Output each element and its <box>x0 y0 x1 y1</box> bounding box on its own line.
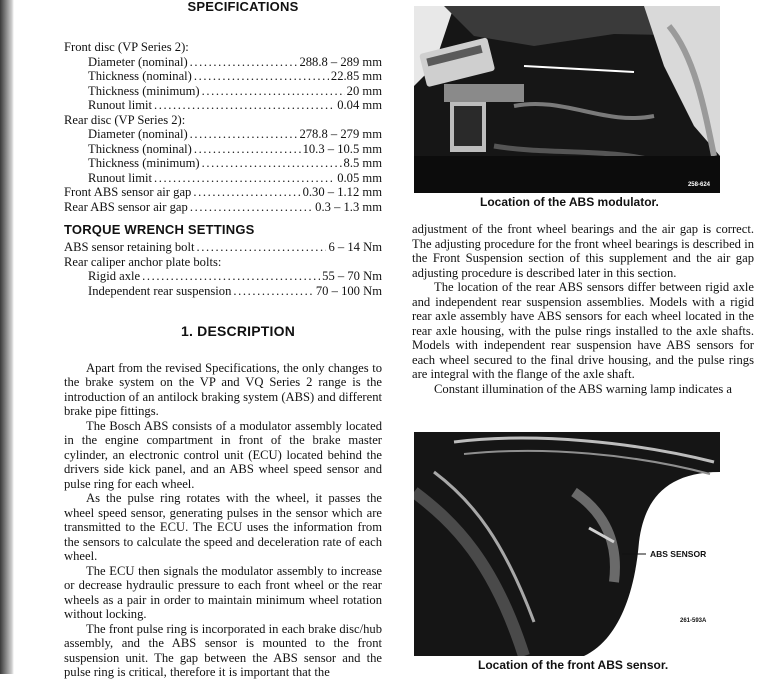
front-disc-specs <box>64 55 382 113</box>
body-paragraph: Constant illumination of the ABS warning lamp indicates a <box>434 381 733 396</box>
spec-row: Rear ABS sensor air gap ..... 0.3 – 1.3 mm <box>64 200 382 215</box>
figure-tag: 261-593A <box>680 618 707 624</box>
page-binding-edge <box>0 0 14 674</box>
left-column <box>64 0 382 680</box>
specifications-heading: SPECIFICATIONS <box>187 0 299 14</box>
abs-modulator-illustration <box>414 6 720 193</box>
body-paragraph: The location of the rear ABS sensors differ between rigid axle and independent rear suspension assemblies. Models with a rigid rear axle assembly have ABS sensors for each wheel located in the rear axle housing, with the pulse rings installed to the axle shafts. Models with independent rear suspension have ABS sensors for each wheel secured to the final drive housing, and the pulse rings are integral with the flange of the axle shaft. <box>412 280 754 381</box>
spec-row: Runout limit ..... 0.04 mm <box>64 98 382 113</box>
anchor-bolts-heading: Rear caliper anchor plate bolts: <box>64 254 222 269</box>
spec-row: Independent rear suspension ..... 70 – 100 Nm <box>64 284 382 299</box>
torque-heading: TORQUE WRENCH SETTINGS <box>64 222 255 237</box>
spec-row: Diameter (nominal) ..... 278.8 – 279 mm <box>64 127 382 142</box>
body-paragraph: adjustment of the front wheel bearings and the air gap is correct. The adjusting procedure for the front wheel bearings is described in the Front Suspension section of this supplement and the air gap adjusting procedure is described later in this section. <box>412 222 754 280</box>
spec-row: Thickness (minimum) ..... 8.5 mm <box>64 156 382 171</box>
right-column <box>412 222 754 396</box>
abs-modulator-photo <box>414 6 720 193</box>
spec-row: ABS sensor retaining bolt ..... 6 – 14 Nm <box>64 240 382 255</box>
spec-row: Rigid axle ..... 55 – 70 Nm <box>64 269 382 284</box>
description-heading: 1. DESCRIPTION <box>180 323 296 339</box>
spec-row: Runout limit ..... 0.05 mm <box>64 171 382 186</box>
spec-row: Thickness (minimum) ..... 20 mm <box>64 84 382 99</box>
rear-disc-specs <box>64 127 382 185</box>
modulator-caption: Location of the ABS modulator. <box>480 195 659 209</box>
figure-tag: 258-624 <box>687 182 710 188</box>
description-paragraph: The ECU then signals the modulator assembly to increase or decrease hydraulic pressure to each front wheel or the rear wheels as a pair in order to maintain minimum wheel rotation without locking. <box>64 563 382 621</box>
sensor-caption: Location of the front ABS sensor. <box>478 658 669 672</box>
spec-row: Thickness (nominal) ..... 10.3 – 10.5 mm <box>64 142 382 157</box>
front-disc-heading: Front disc (VP Series 2): <box>64 40 189 54</box>
description-paragraph: The front pulse ring is incorporated in each brake disc/hub assembly, and the ABS sensor is mounted to the front suspension unit. The gap between the ABS sensor and the pulse ring is critical, therefore it is important that the <box>64 621 382 679</box>
description-paragraph: Apart from the revised Specifications, the only changes to the brake system on the VP and VQ Series 2 range is the introduction of an antilock braking system (ABS) and different brake pipe fittings. <box>64 360 382 418</box>
spec-row: Thickness (nominal) ..... 22.85 mm <box>64 69 382 84</box>
abs-sensor-label: ABS SENSOR <box>650 549 707 559</box>
spec-row: Diameter (nominal) ..... 288.8 – 289 mm <box>64 55 382 70</box>
rear-disc-heading: Rear disc (VP Series 2): <box>64 112 186 127</box>
abs-sensor-illustration <box>414 432 720 656</box>
description-paragraph: As the pulse ring rotates with the wheel, it passes the wheel speed sensor, generating pulses in the sensor which are transmitted to the ECU. The ECU uses the information from the sensors to calculate the speed and deceleration rate of each wheel. <box>64 491 382 563</box>
abs-sensor-photo <box>414 432 720 656</box>
description-paragraph: The Bosch ABS consists of a modulator assembly located in the engine compartment in front of the brake master cylinder, an electronic control unit (ECU) located behind the drivers side kick panel, and an ABS wheel speed sensor and pulse ring for each wheel. <box>64 418 382 491</box>
spec-row: Front ABS sensor air gap ..... 0.30 – 1.12 mm <box>64 185 382 200</box>
